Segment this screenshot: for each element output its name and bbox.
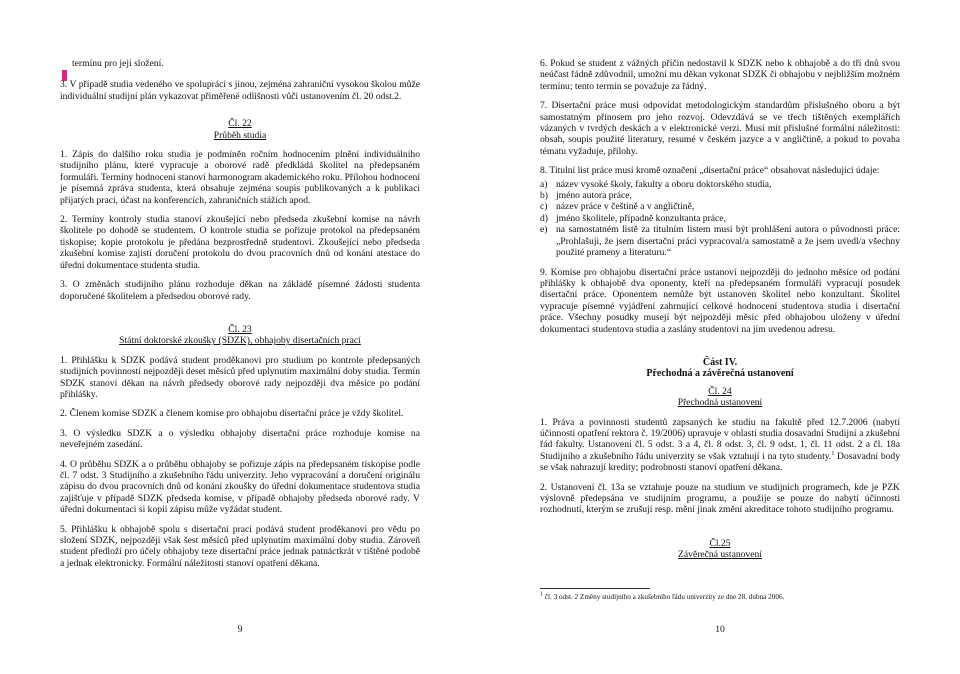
paragraph-9: 9. Komise pro obhajobu disertační práce ustanoví nejpozději do jednoho měsíce od podání přihlášky k obhajobě dva oponenty, kteří na předepsaném formuláři vypracují posudek disertační práce. Oponentem nemůže být ustanoven školitel nebo konzultant. Školitel vypracuje písemné vyjádření zahrnující celkové hodnocení studentova studia i disertační práce. Všechny posudky musejí být nejpozději měsíc před obhajobou uloženy v úřední dokumentaci studentova studia a zaslány studentovi na jím uvedenou adresu. (540, 266, 900, 335)
paragraph-8-intro: 8. Titulní list práce musí kromě označení „disertační práce“ obsahovat následující údaje: (540, 165, 880, 177)
footnote-ref: 1 (831, 450, 835, 457)
list-item: c) název práce v češtině a v angličtině, (540, 201, 695, 213)
article-22-title: Čl. 22 (228, 118, 252, 130)
top-line: termínu pro její složení. (72, 58, 164, 69)
article-22-paragraph-2: 2. Termíny kontroly studia stanoví zkoušející nebo předseda zkušební komise na návrh školitele po dohodě se studentem. O kontrole studia se pořizuje protokol na předepsaném tiskopise; kopie protokolu je předána bezprostředně studentovi. Zkoušející nebo předseda zkušební komise zajistí doručení protokolu do dvou pracovních dnů od konání atestace do úřední dokumentace studenta studia. (60, 214, 420, 271)
article-25-title: Čl.25 (709, 537, 731, 549)
paragraph-7: 7. Disertační práce musí odpovídat metodologickým standardům příslušného oboru a být samostatným přínosem pro jeho rozvoj. Odevzdává se ve třech tištěných exemplářích vázaných v tvrdých deskách a v elektronické verzi. Musí mít příslušné formální náležitosti: obsah, soupis použité literatury, resumé v českém jazyce a v angličtině, a pokud to povaha tématu vyžaduje, přílohy. (540, 100, 900, 157)
paragraph-3: 3. V případě studia vedeného ve spolupráci s jinou, zejména zahraniční vysokou školou může individuální studijní plán vykazovat přiměřené odlišnosti vůči ustanovením čl. 20 odst.2. (60, 79, 420, 102)
page-number-10: 10 (715, 624, 725, 635)
article-23-paragraph-3: 3. O výsledku SDZK a o výsledku obhajoby disertační práce rozhoduje komise na neveřejném zasedání. (60, 427, 420, 451)
article-23-paragraph-5: 5. Přihlášku k obhajobě spolu s disertační prací podává student proděkanovi pro vědu po složení SDZK, nejpozději však šest měsíců před uplynutím maximální doby studia. Zároveň student předloží pro účely obhajoby teze disertační práce jednak patnáctkrát v tištěné podobě a jednak elektronicky. Formální náležitosti stanoví opatření děkana. (60, 523, 420, 569)
page-number-9: 9 (237, 624, 243, 635)
title-page-requirements-list (540, 179, 900, 259)
article-23-paragraph-2: 2. Členem komise SDZK a členem komise pro obhajobu disertační práce je vždy školitel. (60, 408, 404, 420)
article-24-paragraph-2: 2. Ustanovení čl. 13a se vztahuje pouze na studium ve studijních programech, kde je PZK výslovně předepsána ve studijním programu, a použije se pouze do nabytí účinnosti rozhodnutí, kterým se zrušují resp. mění jinak změní akreditace tohoto studijního programu. (540, 481, 900, 516)
list-item: b) jméno autora práce, (540, 190, 632, 202)
right-column (540, 58, 900, 561)
article-24-paragraph-1: 1. Práva a povinnosti studentů zapsaných ke studiu na fakultě před 12.7.2006 (nabytí účinnosti opatření rektora č. 19/2006) upravuje v oblasti studia dosavadní Studijní a zkušební řád fakulty. Ustanovení čl. 5 odst. 3 a 4, čl. 8 odst. 3, čl. 9 odst. 1, čl. 11 odst. 2 a čl. 18a Studijního a zkušebního řádu univerzity se však vztahují i na tyto studenty.$^1$ Dosavadní body se však nahrazují kredity; podrobnosti stanoví opatření děkana. (540, 416, 901, 474)
list-item: d) jméno školitele, případně konzultanta práce, (540, 212, 726, 224)
paragraph-6: 6. Pokud se student z vážných příčin nedostavil k SDZK nebo k obhajobě a do tří dnů svou neúčast řádně zdůvodnil, umožní mu děkan vykonat SDZK či obhajobu v nejbližším možném termínu; tento termín se považuje za řádný. (540, 58, 900, 92)
article-22-subtitle: Průběh studia (213, 129, 267, 141)
part-4-title: Část IV. (702, 356, 738, 368)
article-23-subtitle: Státní doktorské zkoušky (SDZK), obhajoby disertačních prací (119, 335, 361, 347)
list-item: e) na samostatném listě za titulním listem musí být prohlášení autora o původnosti práce: „Prohlašuji, že jsem disertační práci vypracoval/a samostatně a že jsem uvedl/a všechny použité prameny a literaturu.“ (540, 224, 900, 259)
article-22-paragraph-3: 3. O změnách studijního plánu rozhoduje děkan na základě písemné žádosti studenta doporučené školitelem a předsedou oborové rady. (60, 279, 420, 302)
article-23-paragraph-1: 1. Přihlášku k SDZK podává student proděkanovi pro studium po kontrole předepsaných studijních povinností nejpozději deset měsíců před uplynutím maximální doby studia. Termín SDZK stanoví děkan na návrh předsedy oborové rady nejpozději dva měsíce po podání přihlášky. (60, 354, 420, 400)
article-23-title: Čl. 23 (228, 323, 252, 335)
article-23-paragraph-4: 4. O průběhu SDZK a o průběhu obhajoby se pořizuje zápis na předepsaném tiskopise podle čl. 7 odst. 3 Studijního a zkušebního řádu univerzity. Jeho vypracování a doručení originálu zápisu do dvou pracovních dnů od konání zkoušky do úřední dokumentace studentova studia zajišťuje v případě SDZK předseda komise, v případě obhajoby předseda oborové rady. V úřední dokumentaci si kopii zápisu může vyžádat student. (60, 458, 420, 516)
list-item: a) název vysoké školy, fakulty a oboru doktorského studia, (540, 178, 772, 190)
part-4-subtitle: Přechodná a závěrečná ustanovení (646, 368, 794, 380)
footnote-divider (540, 588, 650, 589)
page-10 (480, 0, 960, 674)
footnote: $^1$ čl. 3 odst. 2 Změny studijního a zkušebního řádu univerzity ze dne 28. dubna 2006. (540, 591, 785, 601)
article-22-paragraph-1: 1. Zápis do dalšího roku studia je podmíněn ročním hodnocením plnění individuálního studijního plánu, které vypracuje a oborové radě předkládá školitel na předepsaném formuláři. Termíny hodnocení stanoví harmonogram akademického roku. Přílohou hodnocení je písemná zpráva studenta, která obsahuje zejména soupis publikovaných a k publikaci přijatých prací, účast na konferencích, zahraničních stážích apod. (60, 149, 420, 206)
article-24-title: Čl. 24 (708, 385, 732, 397)
article-25-subtitle: Závěrečná ustanovení (678, 549, 762, 561)
left-column (60, 58, 420, 577)
article-24-subtitle: Přechodná ustanovení (677, 397, 763, 409)
